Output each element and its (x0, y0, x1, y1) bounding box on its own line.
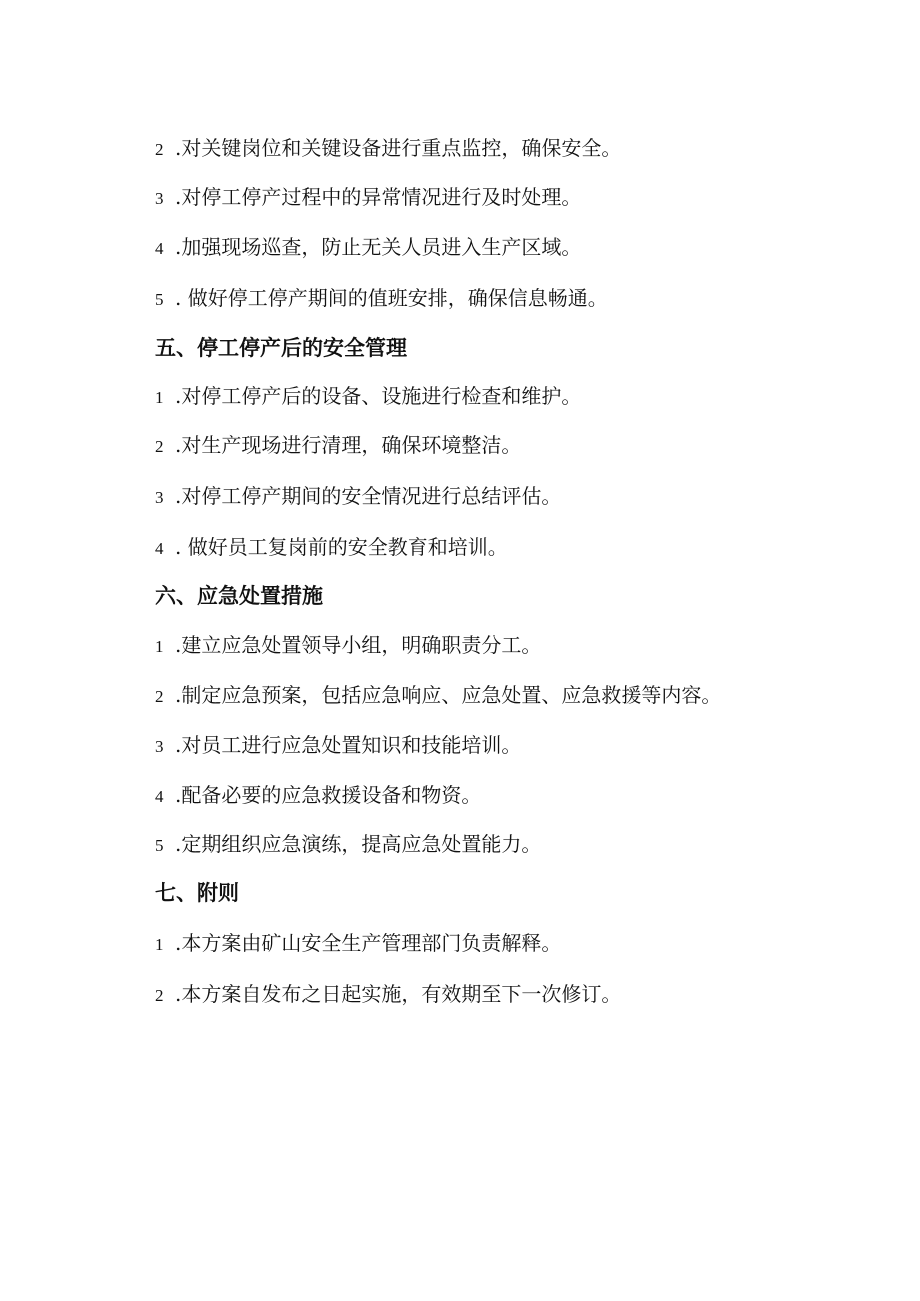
item-number: 5 (155, 836, 164, 855)
section-heading: 六、应急处置措施 (155, 584, 323, 608)
list-item (155, 783, 481, 807)
item-text: .本方案由矿山安全生产管理部门负责解释。 (175, 931, 562, 955)
list-item (155, 235, 581, 259)
list-item (155, 633, 541, 657)
item-number: 4 (155, 787, 164, 806)
list-item (155, 535, 508, 559)
item-text: . 做好员工复岗前的安全教育和培训。 (175, 535, 508, 559)
item-text: .配备必要的应急救援设备和物资。 (175, 783, 482, 807)
list-item (155, 982, 621, 1006)
item-text: . 做好停工停产期间的值班安排，确保信息畅通。 (175, 286, 608, 310)
item-text: .对关键岗位和关键设备进行重点监控，确保安全。 (175, 136, 622, 160)
item-number: 2 (155, 687, 164, 706)
item-number: 3 (155, 189, 164, 208)
section-heading: 五、停工停产后的安全管理 (155, 336, 407, 360)
item-text: .加强现场巡查，防止无关人员进入生产区域。 (175, 235, 582, 259)
list-item (155, 286, 608, 310)
list-item (155, 484, 561, 508)
item-number: 3 (155, 488, 164, 507)
item-number: 3 (155, 737, 164, 756)
item-number: 2 (155, 986, 164, 1005)
list-item (155, 832, 541, 856)
list-item (155, 733, 521, 757)
item-number: 4 (155, 239, 164, 258)
item-number: 1 (155, 935, 164, 954)
list-item (155, 384, 581, 408)
item-number: 2 (155, 437, 164, 456)
item-text: .对员工进行应急处置知识和技能培训。 (175, 733, 522, 757)
item-text: .对停工停产期间的安全情况进行总结评估。 (175, 484, 562, 508)
item-text: .对停工停产后的设备、设施进行检查和维护。 (175, 384, 582, 408)
item-number: 4 (155, 539, 164, 558)
item-text: .本方案自发布之日起实施，有效期至下一次修订。 (175, 982, 622, 1006)
list-item (155, 136, 621, 160)
section-heading: 七、附则 (155, 881, 239, 905)
item-text: .建立应急处置领导小组，明确职责分工。 (175, 633, 542, 657)
item-number: 1 (155, 637, 164, 656)
item-text: .定期组织应急演练，提高应急处置能力。 (175, 832, 542, 856)
list-item (155, 931, 561, 955)
item-number: 2 (155, 140, 164, 159)
list-item (155, 683, 721, 707)
item-text: .制定应急预案，包括应急响应、应急处置、应急救援等内容。 (175, 683, 722, 707)
item-number: 5 (155, 290, 164, 309)
list-item (155, 185, 581, 209)
item-text: .对停工停产过程中的异常情况进行及时处理。 (175, 185, 582, 209)
item-number: 1 (155, 388, 164, 407)
item-text: .对生产现场进行清理，确保环境整洁。 (175, 433, 522, 457)
list-item (155, 433, 521, 457)
